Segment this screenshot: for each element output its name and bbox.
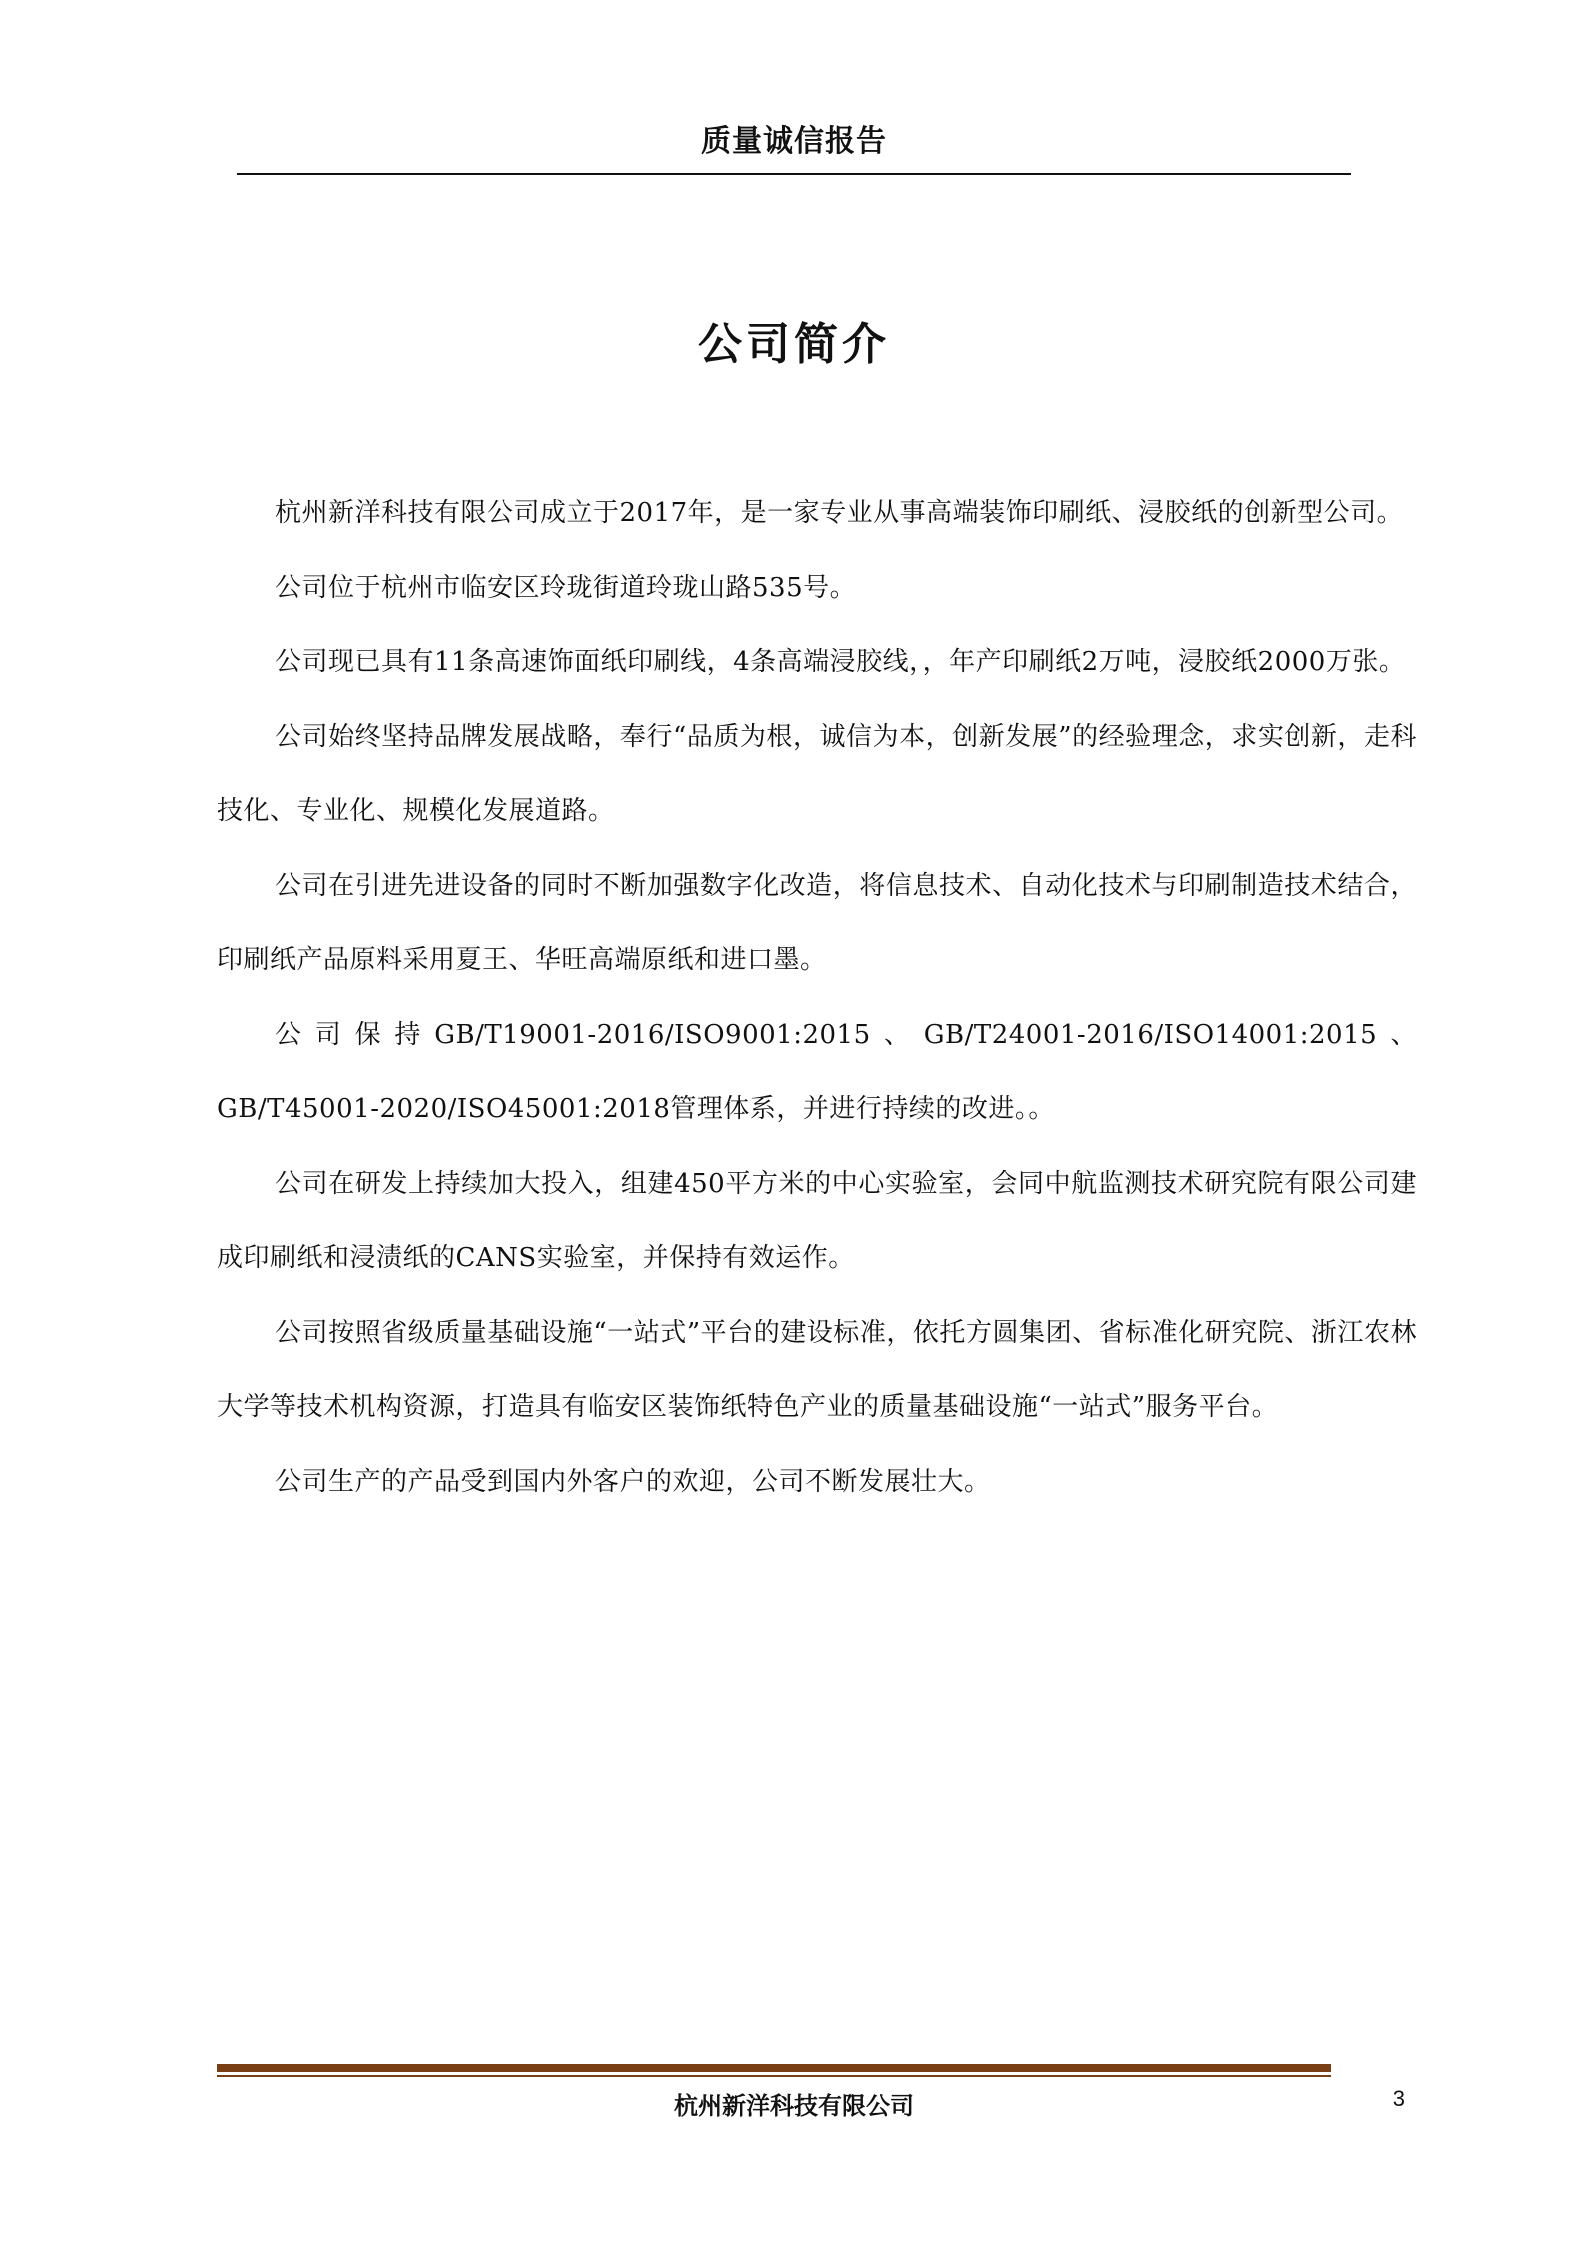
paragraph-platform: 公司按照省级质量基础设施“一站式”平台的建设标准，依托方圆集团、省标准化研究院、浙江农林大学等技术机构资源，打造具有临安区装饰纸特色产业的质量基础设施“一站式”服务平台。 — [217, 1317, 1417, 1422]
company-intro-body — [217, 476, 1417, 1519]
paragraph-equipment: 公司在引进先进设备的同时不断加强数字化改造，将信息技术、自动化技术与印刷制造技术结合，印刷纸产品原料采用夏王、华旺高端原纸和进口墨。 — [217, 870, 1417, 975]
page-title: 公司简介 — [698, 319, 890, 370]
footer-divider-thin — [217, 2075, 1331, 2077]
paragraph-strategy: 公司始终坚持品牌发展战略，奉行“品质为根，诚信为本，创新发展”的经验理念，求实创新，走科技化、专业化、规模化发展道路。 — [217, 721, 1417, 826]
header-divider — [237, 173, 1351, 175]
footer-divider-thick — [217, 2064, 1331, 2072]
paragraph-founding: 杭州新洋科技有限公司成立于2017年，是一家专业从事高端装饰印刷纸、浸胶纸的创新型公司。 — [275, 498, 1404, 528]
paragraph-location: 公司位于杭州市临安区玲珑街道玲珑山路535号。 — [275, 572, 857, 603]
paragraph-customers: 公司生产的产品受到国内外客户的欢迎，公司不断发展壮大。 — [275, 1466, 991, 1497]
footer-company-name: 杭州新洋科技有限公司 — [674, 2092, 914, 2120]
report-header-title: 质量诚信报告 — [701, 124, 887, 159]
page-number: 3 — [1392, 2086, 1405, 2111]
paragraph-management-systems: 公司保持GB/T19001-2016/ISO9001:2015、GB/T24001-2016/ISO14001:2015、GB/T45001-2020/ISO45001:2018管理体系，并进行持续的改进。。 — [217, 1019, 1417, 1124]
paragraph-research: 公司在研发上持续加大投入，组建450平方米的中心实验室，会同中航监测技术研究院有限公司建成印刷纸和浸渍纸的CANS实验室，并保持有效运作。 — [217, 1168, 1417, 1273]
paragraph-capacity: 公司现已具有11条高速饰面纸印刷线，4条高端浸胶线，，年产印刷纸2万吨，浸胶纸2000万张。 — [275, 647, 1406, 677]
